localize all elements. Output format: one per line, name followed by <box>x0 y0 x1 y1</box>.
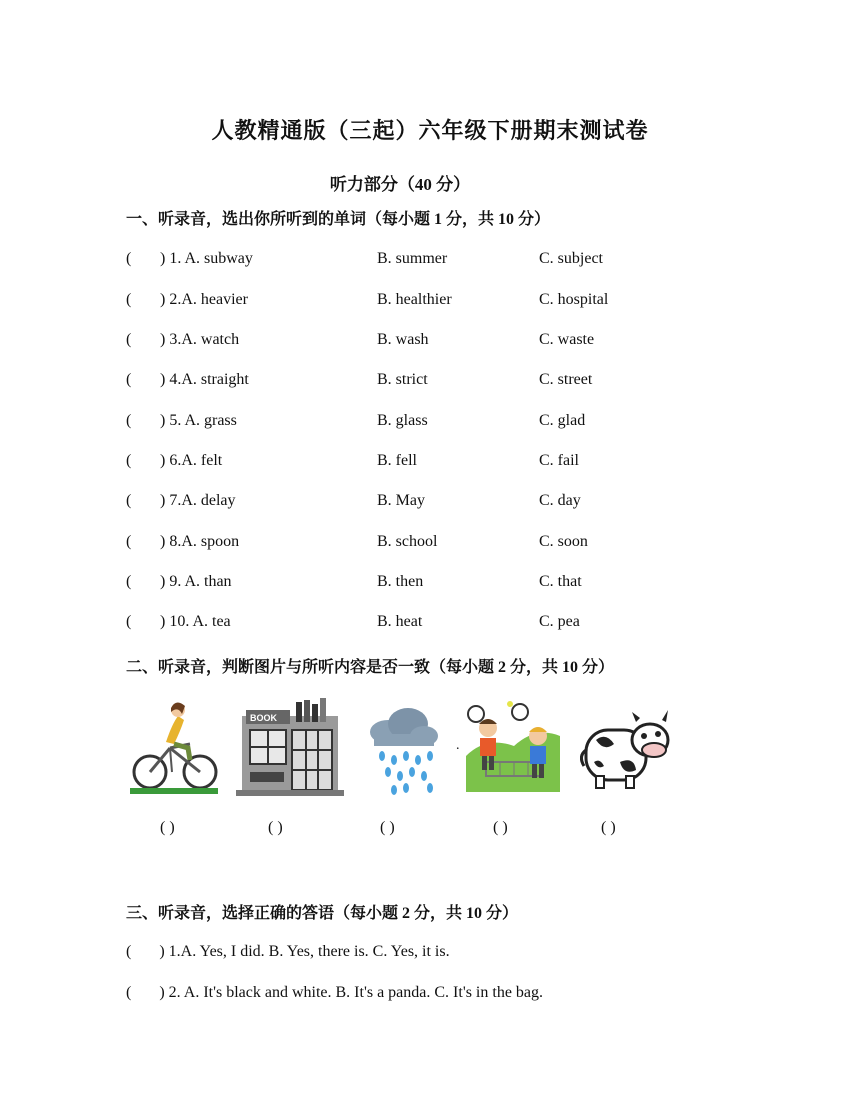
option-c: C. soon <box>539 533 588 550</box>
section-3-question-1 <box>126 943 450 961</box>
option-a: ) 9. A. than <box>160 573 232 590</box>
picture-2-answer-blank[interactable]: ( ) <box>268 819 283 836</box>
answer-paren-open[interactable]: ( <box>126 412 132 429</box>
option-c: C. pea <box>539 613 580 630</box>
option-a: ) 7.A. delay <box>160 492 236 509</box>
kids-playing-tennis-icon <box>466 696 560 798</box>
option-b: B. May <box>377 492 425 509</box>
page-title: 人教精通版（三起）六年级下册期末测试卷 <box>211 118 649 143</box>
option-c: C. day <box>539 492 581 509</box>
option-b: B. fell <box>377 452 417 469</box>
question-text: ) 1.A. Yes, I did. B. Yes, there is. C. Yes, it is. <box>159 943 450 960</box>
option-a: ) 8.A. spoon <box>160 533 240 550</box>
picture-5-answer-blank[interactable]: ( ) <box>601 819 616 836</box>
answer-paren-open[interactable]: ( <box>126 331 132 348</box>
answer-paren-open[interactable]: ( <box>126 291 132 308</box>
question-text: ) 2. A. It's black and white. B. It's a panda. C. It's in the bag. <box>159 984 544 1001</box>
listening-part-subtitle: 听力部分（40 分） <box>329 175 471 194</box>
answer-paren-open[interactable]: ( <box>126 250 132 267</box>
option-c: C. glad <box>539 412 586 429</box>
option-a: ) 6.A. felt <box>160 452 223 469</box>
option-a: ) 2.A. heavier <box>160 291 248 308</box>
book-sign-text: BOOK <box>250 713 277 723</box>
girl-riding-bicycle-icon <box>128 696 220 798</box>
answer-paren-open[interactable]: ( <box>126 984 132 1001</box>
bookstore-icon <box>236 696 344 798</box>
option-b: B. heat <box>377 613 423 630</box>
option-b: B. summer <box>377 250 448 267</box>
option-b: B. healthier <box>377 291 452 308</box>
picture-1-answer-blank[interactable]: ( ) <box>160 819 175 836</box>
answer-paren-open[interactable]: ( <box>126 371 132 388</box>
answer-paren-open[interactable]: ( <box>126 452 132 469</box>
option-b: B. school <box>377 533 438 550</box>
stray-dot: . <box>456 738 460 753</box>
option-a: ) 10. A. tea <box>160 613 231 630</box>
option-a: ) 5. A. grass <box>160 412 237 429</box>
rain-cloud-icon <box>364 696 440 798</box>
answer-paren-open[interactable]: ( <box>126 613 132 630</box>
answer-paren-open[interactable]: ( <box>126 533 132 550</box>
cow-icon <box>580 696 672 798</box>
option-c: C. fail <box>539 452 579 469</box>
picture-3-answer-blank[interactable]: ( ) <box>380 819 395 836</box>
option-b: B. wash <box>377 331 429 348</box>
section-1-heading: 一、听录音，选出你所听到的单词（每小题 1 分，共 10 分） <box>126 211 551 228</box>
answer-paren-open[interactable]: ( <box>126 492 132 509</box>
section-3-heading: 三、听录音，选择正确的答语（每小题 2 分，共 10 分） <box>126 905 519 922</box>
option-c: C. street <box>539 371 593 388</box>
option-a: ) 1. A. subway <box>160 250 253 267</box>
option-a: ) 3.A. watch <box>160 331 240 348</box>
option-c: C. hospital <box>539 291 609 308</box>
option-c: C. subject <box>539 250 603 267</box>
option-b: B. glass <box>377 412 428 429</box>
option-c: C. that <box>539 573 582 590</box>
section-2-heading: 二、听录音，判断图片与所听内容是否一致（每小题 2 分，共 10 分） <box>126 659 615 676</box>
answer-paren-open[interactable]: ( <box>126 943 132 960</box>
option-b: B. then <box>377 573 424 590</box>
section-3-question-2 <box>126 984 543 1002</box>
option-b: B. strict <box>377 371 428 388</box>
answer-paren-open[interactable]: ( <box>126 573 132 590</box>
option-c: C. waste <box>539 331 595 348</box>
option-a: ) 4.A. straight <box>160 371 249 388</box>
picture-4-answer-blank[interactable]: ( ) <box>493 819 508 836</box>
